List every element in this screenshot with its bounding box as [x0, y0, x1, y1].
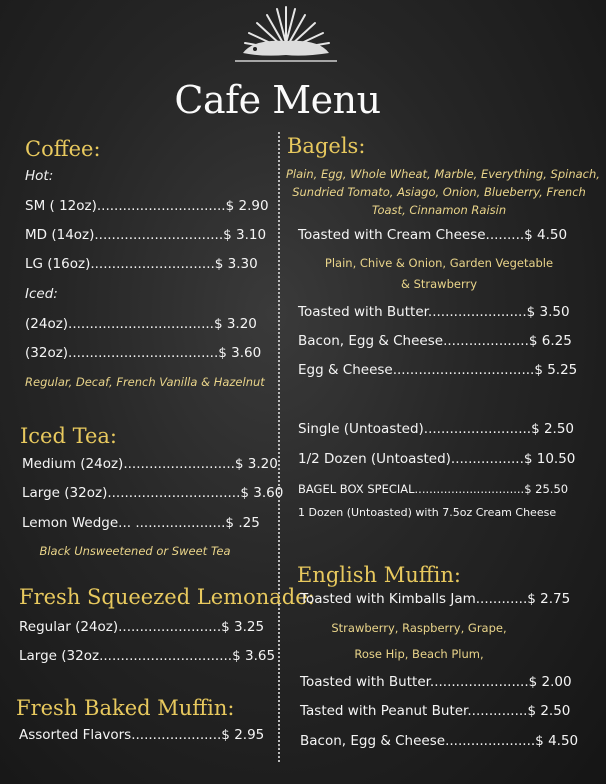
muffin-heading: Fresh Baked Muffin:: [16, 696, 235, 720]
iced-tea-item: Medium (24oz)..........................$ 3.20: [22, 456, 278, 472]
bagels-varieties-line: Toast, Cinnamon Raisin: [371, 203, 507, 217]
coffee-iced-item: (32oz)...................................$ 3.60: [25, 345, 262, 361]
iced-tea-item: Large (32oz)...............................$ 3.60: [22, 485, 284, 501]
bagel-item: Egg & Cheese.................................$ 5.25: [298, 362, 578, 378]
lemonade-item: Large (32oz...............................$ 3.65: [19, 648, 276, 664]
english-muffin-item: Tasted with Peanut Buter..............$ 2.50: [300, 703, 571, 719]
column-divider: [278, 132, 280, 762]
coffee-hot-item: MD (14oz)..............................$ 3.10: [25, 227, 267, 243]
cream-cheese-flavors-line: & Strawberry: [400, 277, 478, 291]
coffee-hot-item: LG (16oz).............................$ 3.30: [25, 256, 258, 272]
iced-tea-heading: Iced Tea:: [20, 424, 118, 448]
bagel-box-special: BAGEL BOX SPECIAL..............................$ 25.50: [298, 482, 569, 496]
bagel-cream-cheese-item: Toasted with Cream Cheese.........$ 4.50: [298, 227, 568, 243]
bagel-item: Bacon, Egg & Cheese....................$ 6.25: [298, 333, 572, 349]
bagels-varieties-line: Sundried Tomato, Asiago, Onion, Blueberry, French: [292, 185, 586, 199]
jam-flavors-line: Strawberry, Raspberry, Grape,: [331, 621, 507, 635]
lemonade-heading: Fresh Squeezed Lemonade:: [19, 585, 315, 609]
english-muffin-jam-item: Toasted with Kimballs Jam............$ 2.75: [300, 591, 571, 607]
bagel-bulk-item: Single (Untoasted).........................$ 2.50: [298, 421, 575, 437]
bagel-item: Toasted with Butter.......................$ 3.50: [298, 304, 570, 320]
coffee-iced-item: (24oz)..................................$ 3.20: [25, 316, 257, 332]
coffee-flavors-note: Regular, Decaf, French Vanilla & Hazelnut: [25, 375, 265, 389]
lemonade-item: Regular (24oz)........................$ 3.25: [19, 619, 265, 635]
english-muffin-item: Toasted with Butter.......................$ 2.00: [300, 674, 572, 690]
coffee-iced-label: Iced:: [25, 286, 58, 302]
coffee-hot-item: SM ( 12oz)..............................$ 2.90: [25, 198, 269, 214]
jam-flavors-line: Rose Hip, Beach Plum,: [354, 647, 484, 661]
english-muffin-heading: English Muffin:: [297, 563, 461, 587]
hedgehog-logo-icon: [233, 3, 339, 65]
iced-tea-item: Lemon Wedge... .....................$ .25: [22, 515, 260, 531]
bagel-bulk-item: 1/2 Dozen (Untoasted).................$ 10.50: [298, 451, 576, 467]
coffee-heading: Coffee:: [25, 137, 101, 161]
english-muffin-item: Bacon, Egg & Cheese.....................$ 4.50: [300, 733, 579, 749]
coffee-hot-label: Hot:: [25, 168, 54, 184]
bagels-varieties-line: Plain, Egg, Whole Wheat, Marble, Everything, Spinach,: [286, 167, 600, 181]
cream-cheese-flavors-line: Plain, Chive & Onion, Garden Vegetable: [324, 256, 554, 270]
muffin-item: Assorted Flavors.....................$ 2.95: [19, 727, 265, 743]
iced-tea-note: Black Unsweetened or Sweet Tea: [39, 544, 231, 558]
bagel-box-description: 1 Dozen (Untoasted) with 7.5oz Cream Cheese: [298, 506, 557, 519]
bagels-heading: Bagels:: [287, 134, 366, 158]
page-title: Cafe Menu: [174, 78, 381, 122]
